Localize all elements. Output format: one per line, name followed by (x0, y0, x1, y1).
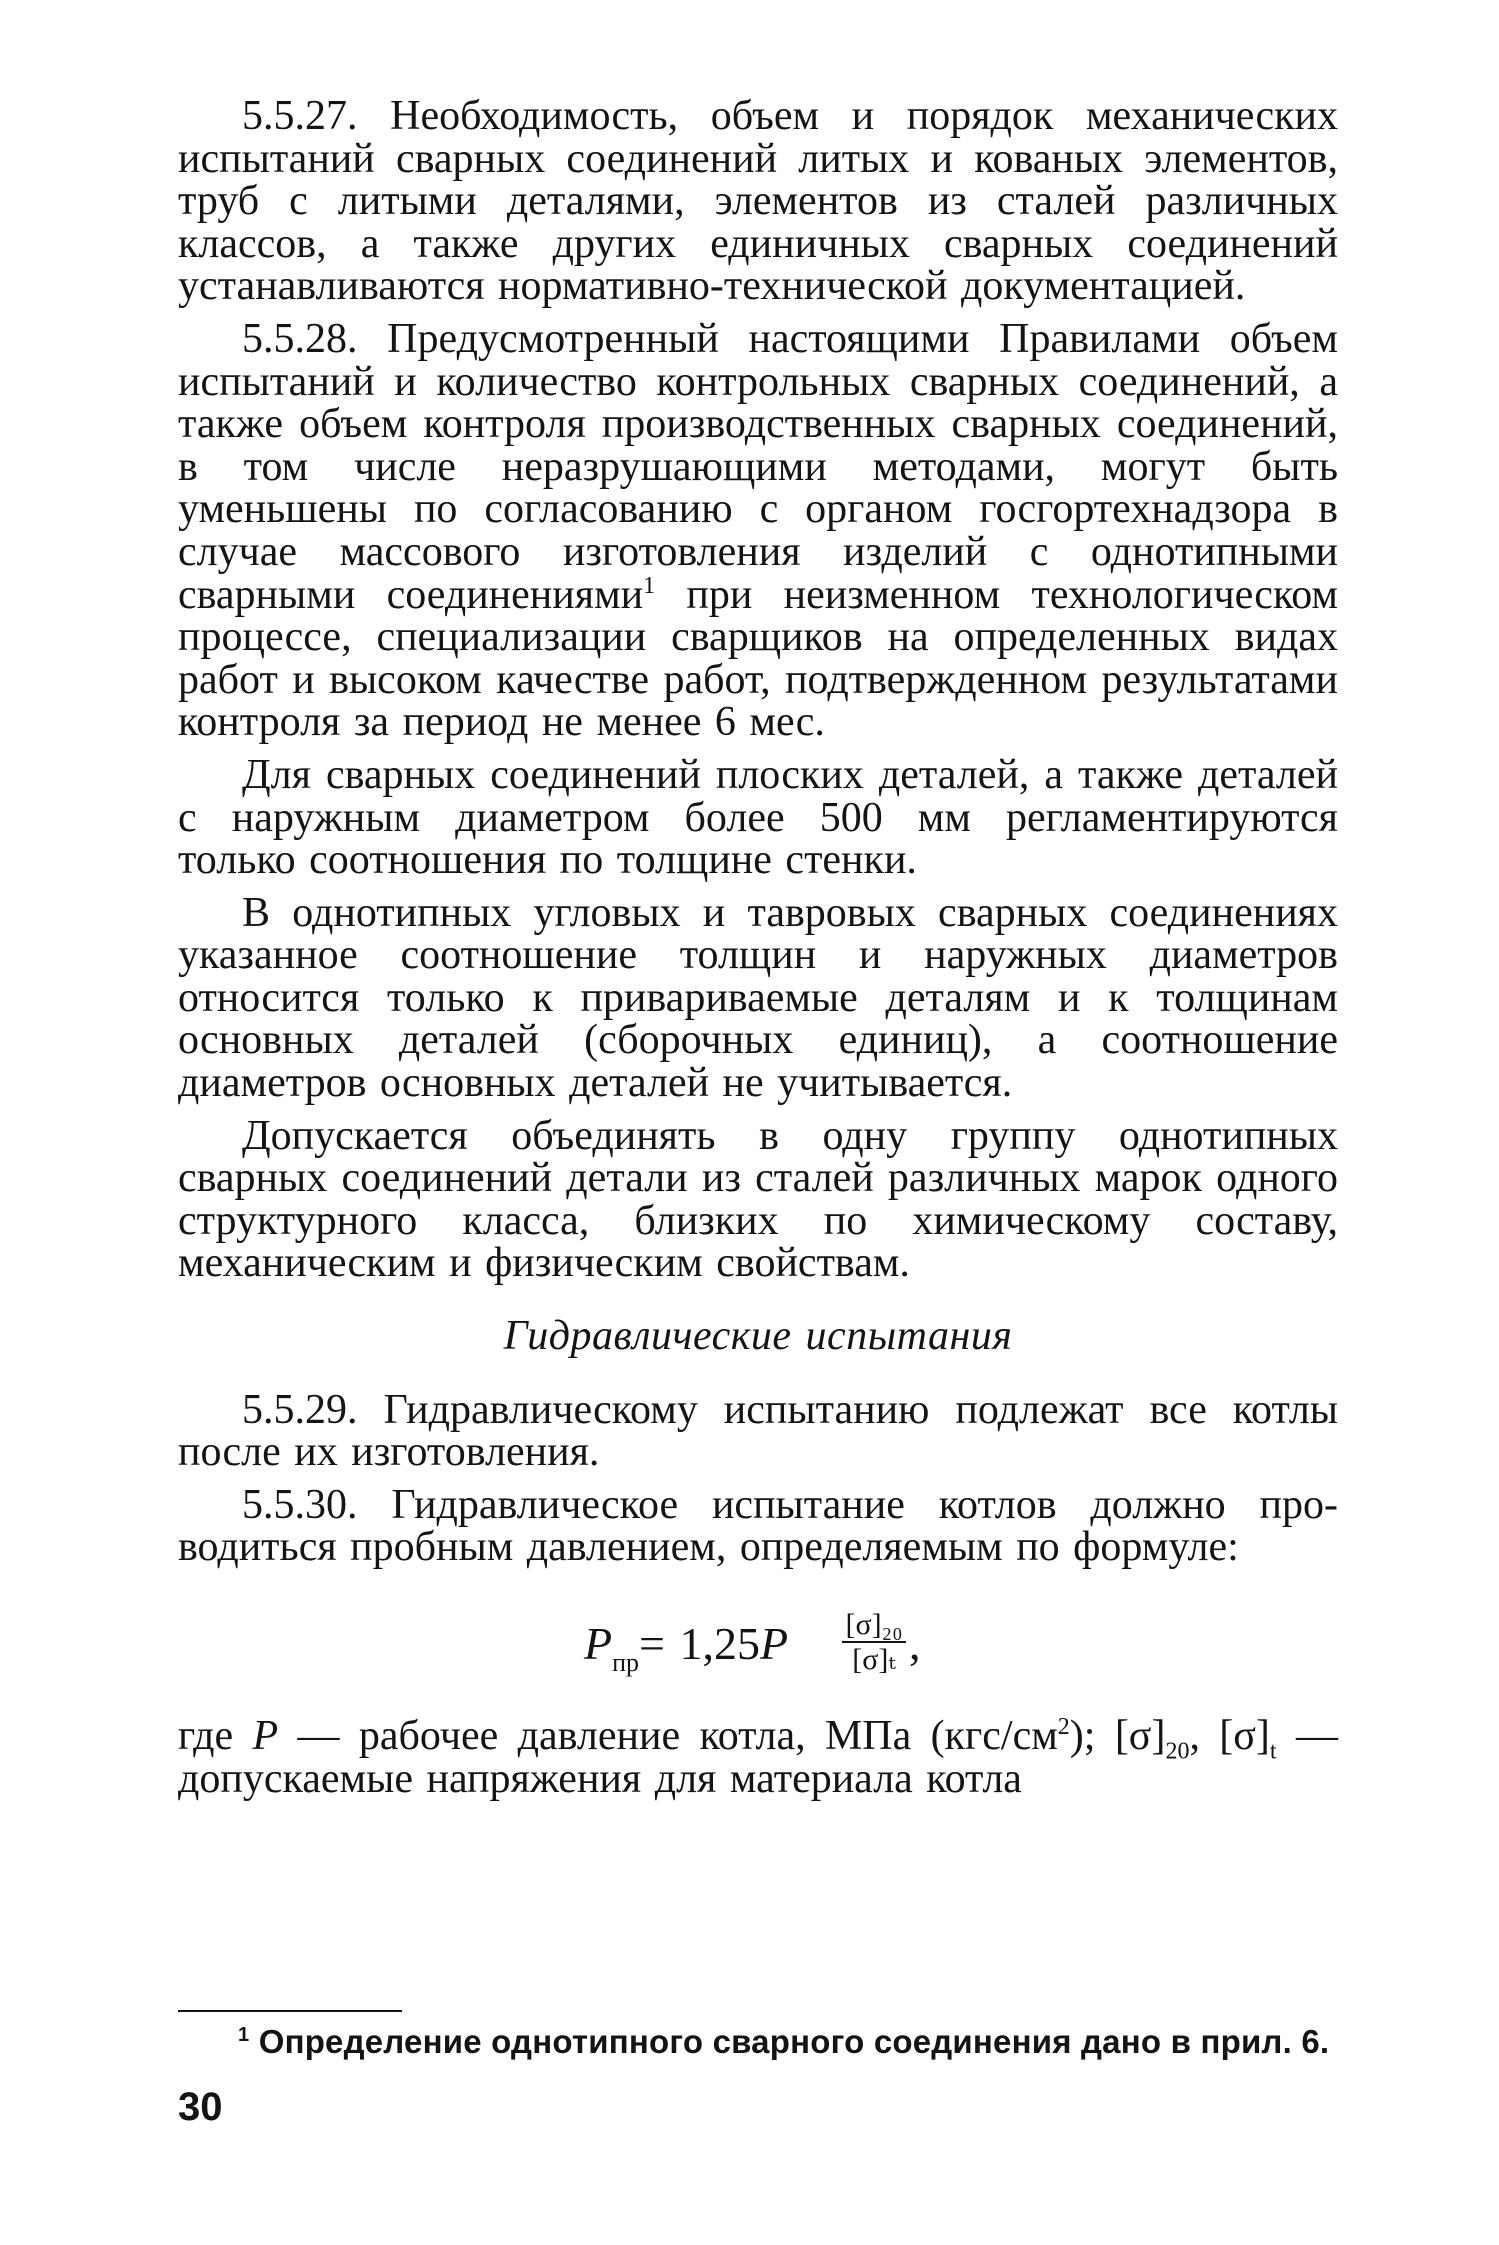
subscript-20: 20 (1165, 1738, 1190, 1765)
paragraph-where (178, 1715, 1338, 1800)
paragraph-5-5-28-start: 5.5.28. Предусмотренный настоящими Правилами объем испытаний и количество контрольных сварных соединений, а также объем контроля производственных сварных соединений, в том числе неразрушающими методами, могут быть уменьшены по согласованию с органом госгортехнадзора в случае массового изготовления изделий с однотипными сварными соединениями (178, 315, 1338, 618)
where-text-end: — допускаемые напряжения для материала котла (178, 1713, 1338, 1802)
paragraph-5-5-29: 5.5.29. Гидравлическому испытанию подлежат все котлы после их изготовления. (178, 1386, 1338, 1476)
formula-lhs-subscript: пр (612, 1648, 640, 1677)
footnote-mark: 1 (238, 2024, 250, 2046)
superscript-2: 2 (1057, 1714, 1070, 1740)
where-text: где (178, 1713, 253, 1759)
formula-comma: , (909, 1618, 921, 1669)
formula-numerator: [σ]₂₀ (842, 1609, 906, 1643)
paragraph-5-5-27: 5.5.27. Необходимость, объем и порядок механических испытаний сварных соединений литых и кованых элементов, труб с литыми деталями, элементов из сталей различных классов, а также других единичных сварных соединений устанавливаются нормативно-технической документацией. (178, 93, 1338, 310)
where-text-pressure: — рабочее давление котла, МПа (кгс/см (278, 1713, 1058, 1759)
paragraph-flat-parts: Для сварных соединений плоских деталей, а также деталей с наружным диаметром более 500 мм регламентируются только соотношения по толщине стенки. (178, 751, 1338, 884)
section-heading: Гидравлические испытания (503, 1313, 1013, 1360)
formula-lhs-symbol: P (584, 1618, 613, 1669)
formula-coefficient: = 1,25 (639, 1618, 760, 1669)
footnote-text: Определение однотипного сварного соединения дано в прил. 6. (249, 2023, 1330, 2060)
paragraph-5-5-28-end: при неизменном технологическом процессе, специализации сварщиков на определенных видах работ и высоком качестве работ, подтвержденном результатами контроля за период не менее 6 мес. (178, 571, 1338, 746)
footnote-reference: 1 (643, 572, 656, 599)
test-pressure-formula (178, 1591, 1338, 1691)
paragraph-5-5-28 (178, 315, 1338, 746)
where-text-sigma: ); [σ] (1069, 1713, 1166, 1759)
body-text (178, 95, 1338, 1800)
formula-rhs-symbol: P (759, 1618, 789, 1669)
paragraph-corner-joints: В однотипных угловых и тавровых сварных соединениях указанное соотношение толщин и наружных диаметров относится только к привариваемые деталям и к толщинам основных деталей (сборочных единиц), а соотношение диаметров основных деталей не учитывается. (178, 889, 1338, 1107)
formula-denominator: [σ]ₜ (852, 1643, 896, 1676)
subscript-t: t (1269, 1738, 1277, 1765)
footnote-divider (178, 2010, 402, 2012)
where-p-symbol: P (252, 1713, 279, 1759)
footnote (238, 2020, 1338, 2064)
formula-fraction (842, 1609, 906, 1677)
paragraph-5-5-30: 5.5.30. Гидравлическое испытание котлов должно проводиться пробным давлением, определяемым по формуле: (178, 1481, 1338, 1571)
page-number: 30 (178, 2085, 223, 2129)
paragraph-grouping: Допускается объединять в одну группу однотипных сварных соединений детали из сталей различных марок одного структурного класса, близких по химическому составу, механическим и физическим свойствам. (178, 1112, 1338, 1287)
where-text-sigma-t: , [σ] (1189, 1713, 1270, 1759)
